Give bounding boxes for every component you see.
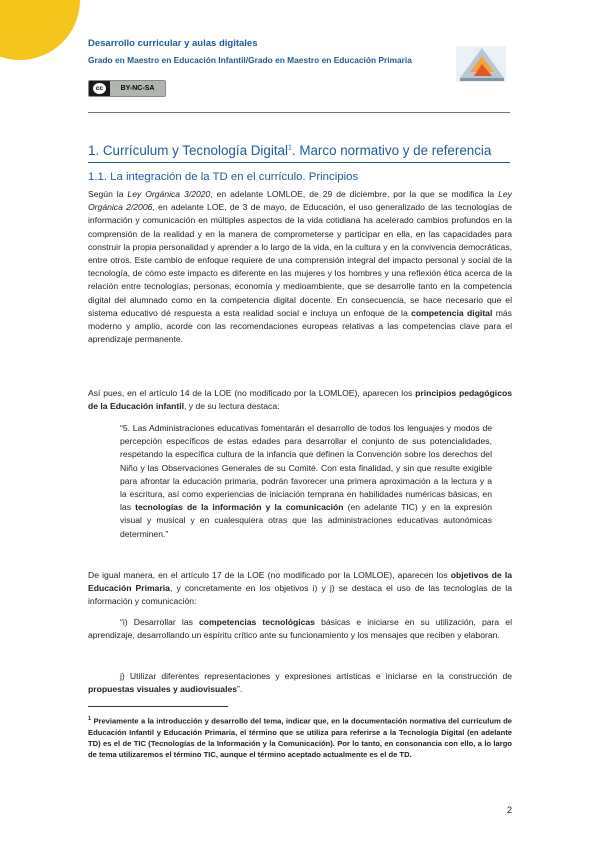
objective-i: “i) Desarrollar las competencias tecnológicas básicas e iniciarse en su utilización, para el aprendizaje, desarrollando un espíritu crítico ante su funcionamiento y los mensajes que reciben y elaboran.	[88, 617, 512, 641]
paragraph-3: De igual manera, en el artículo 17 de la LOE (no modificado por la LOMLOE), aparecen los objetivos de la Educación Primaria, y concretamente en los objetivos i) y j) se destaca el uso de las tecnologías de la información y comunicación:	[88, 570, 513, 607]
university-logo-icon	[452, 42, 510, 86]
header-divider	[88, 112, 510, 113]
heading-underline	[88, 162, 510, 163]
page-number: 2	[507, 805, 513, 815]
footnote-text: Previamente a la introducción y desarrollo del tema, indicar que, en la documentación normativa del currículum de Educación Infantil y Educación Primaria, el término que se utiliza para referirse a la Tecnología Digital (en adelante TD) es el de TIC (Tecnologías de la Información y la Comunicación). Por lo tanto, en consonancia con ello, a lo largo de tema utilizaremos el término TIC, aunque el término aceptado actualmente es el de TD.	[88, 716, 512, 760]
footnote-divider	[88, 706, 228, 707]
cc-license-badge[interactable]	[88, 80, 166, 97]
paragraph-1: Según la Ley Orgánica 3/2020, en adelante LOMLOE, de 29 de diciembre, por la que se modifica la Ley Orgánica 2/2006, en adelante LOE, de 3 de mayo, de Educación, el uso generalizado de las tecnologías de información y comunicación en múltiples aspectos de la vida cotidiana ha acelerado cambios profundos en la comprensión de la realidad y en la manera de comprometerse y participar en ella, en las capacidades para construir la propia personalidad y aprender a lo largo de la vida, en la cultura y en la convivencia democráticas, entre otros. Este cambio de enfoque requiere de una comprensión integral del impacto personal y social de la tecnología, de cómo este impacto es diferente en las mujeres y los hombres y una reflexión ética acerca de la relación entre tecnologías, personas, economía y medioambiente, que se desarrolle tanto en la competencia digital del alumnado como en la competencia digital docente. En consecuencia, se hace necesario que el sistema educativo dé respuesta a esta realidad social e incluya un enfoque de la competencia digital más moderno y amplio, acorde con las recomendaciones europeas relativas a las competencias clave para el aprendizaje permanente.	[88, 189, 512, 345]
creative-commons-icon: cc	[93, 83, 106, 94]
subsection-heading: 1.1. La integración de la TD en el currículo. Principios	[88, 171, 359, 183]
quote-article-14: “5. Las Administraciones educativas fomentarán el desarrollo de todos los lenguajes y modos de percepción específicos de estas edades para desarrollar el conjunto de sus potencialidades, respetando la específica cultura de la infancia que definen la Convención sobre los derechos del Niño y las Observaciones Generales de su Comité. Con esta finalidad, y sin que resulte exigible para afrontar la educación primaria, podrán favorecer una primera aproximación a la lectura y a la escritura, así como experiencias de iniciación temprana en habilidades numéricas básicas, en las tecnologías de la información y la comunicación (en adelante TIC) y en la expresión visual y musical y en cualesquiera otras que las administraciones educativas autonómicas determinen.”	[120, 423, 492, 539]
paragraph-2: Así pues, en el artículo 14 de la LOE (no modificado por la LOMLOE), aparecen los principios pedagógicos de la Educación infantil, y de su lectura destaca:	[88, 388, 513, 412]
license-label: BY-NC-SA	[110, 81, 165, 96]
footnote-number: 1	[88, 716, 92, 722]
objective-j: j) Utilizar diferentes representaciones y expresiones artísticas e iniciarse en la construcción de propuestas visuales y audiovisuales”.	[88, 671, 512, 695]
course-subtitle: Grado en Maestro en Educación Infantil/Grado en Maestro en Educación Primaria	[88, 55, 412, 65]
decorative-corner-circle	[0, 0, 80, 60]
section-heading: 1. Currículum y Tecnología Digital$^1$. Marco normativo y de referencia	[88, 143, 492, 158]
footnote	[88, 714, 512, 760]
footnote-ref[interactable]: 1	[287, 144, 292, 152]
course-title: Desarrollo curricular y aulas digitales	[88, 38, 258, 49]
